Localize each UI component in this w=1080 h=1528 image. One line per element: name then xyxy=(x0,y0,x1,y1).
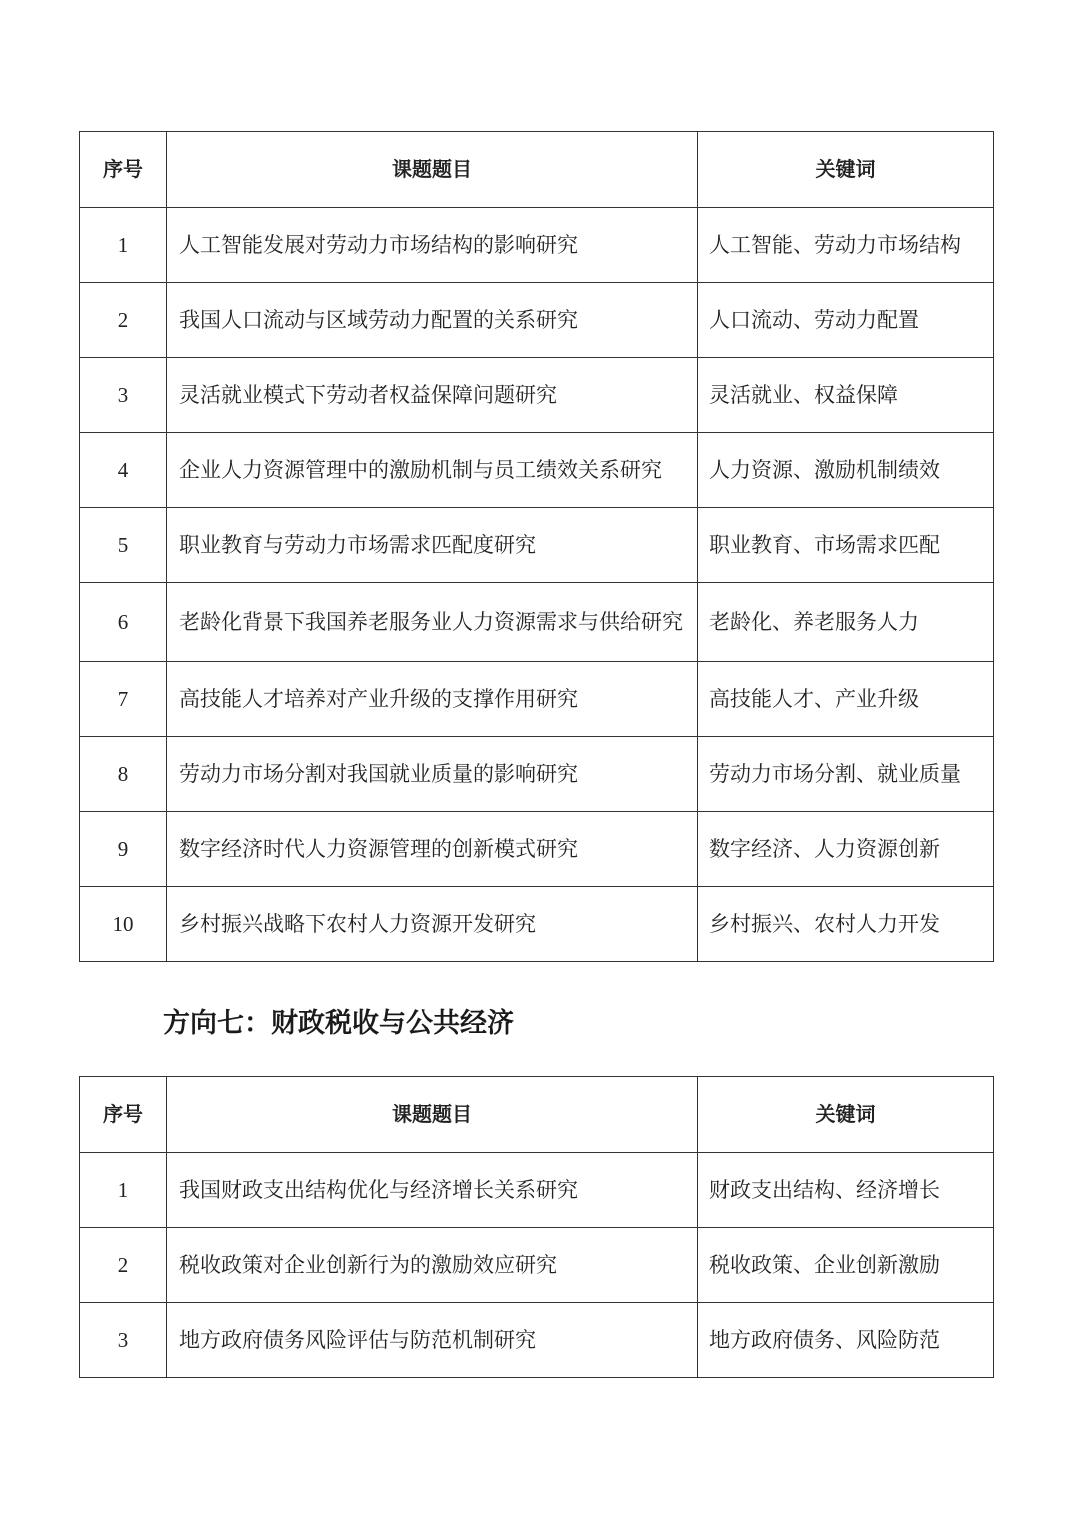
row-topic-title: 我国人口流动与区域劳动力配置的关系研究 xyxy=(167,283,698,358)
header-keywords: 关键词 xyxy=(698,132,994,208)
row-keywords: 人工智能、劳动力市场结构 xyxy=(698,208,994,283)
row-keywords: 职业教育、市场需求匹配 xyxy=(698,508,994,583)
row-topic-title: 老龄化背景下我国养老服务业人力资源需求与供给研究 xyxy=(167,583,698,662)
row-topic-title: 乡村振兴战略下农村人力资源开发研究 xyxy=(167,887,698,962)
row-keywords: 老龄化、养老服务人力 xyxy=(698,583,994,662)
row-number: 3 xyxy=(80,358,167,433)
table-row xyxy=(80,737,994,812)
table-row xyxy=(80,208,994,283)
table-row xyxy=(80,1153,994,1228)
header-number: 序号 xyxy=(80,1077,167,1153)
topic-table-labor xyxy=(79,131,994,962)
header-number: 序号 xyxy=(80,132,167,208)
row-topic-title: 税收政策对企业创新行为的激励效应研究 xyxy=(167,1228,698,1303)
row-topic-title: 数字经济时代人力资源管理的创新模式研究 xyxy=(167,812,698,887)
table-row xyxy=(80,358,994,433)
row-keywords: 数字经济、人力资源创新 xyxy=(698,812,994,887)
table-row xyxy=(80,433,994,508)
row-topic-title: 劳动力市场分割对我国就业质量的影响研究 xyxy=(167,737,698,812)
row-number: 1 xyxy=(80,1153,167,1228)
row-topic-title: 我国财政支出结构优化与经济增长关系研究 xyxy=(167,1153,698,1228)
row-topic-title: 灵活就业模式下劳动者权益保障问题研究 xyxy=(167,358,698,433)
row-keywords: 税收政策、企业创新激励 xyxy=(698,1228,994,1303)
table-row xyxy=(80,1303,994,1378)
row-topic-title: 企业人力资源管理中的激励机制与员工绩效关系研究 xyxy=(167,433,698,508)
row-number: 9 xyxy=(80,812,167,887)
header-topic-title: 课题题目 xyxy=(167,132,698,208)
row-topic-title: 地方政府债务风险评估与防范机制研究 xyxy=(167,1303,698,1378)
row-keywords: 高技能人才、产业升级 xyxy=(698,662,994,737)
row-topic-title: 高技能人才培养对产业升级的支撑作用研究 xyxy=(167,662,698,737)
table-row xyxy=(80,812,994,887)
header-keywords: 关键词 xyxy=(698,1077,994,1153)
row-keywords: 地方政府债务、风险防范 xyxy=(698,1303,994,1378)
table-row xyxy=(80,662,994,737)
row-topic-title: 职业教育与劳动力市场需求匹配度研究 xyxy=(167,508,698,583)
topic-table-fiscal xyxy=(79,1076,994,1378)
row-keywords: 劳动力市场分割、就业质量 xyxy=(698,737,994,812)
row-keywords: 财政支出结构、经济增长 xyxy=(698,1153,994,1228)
row-number: 6 xyxy=(80,583,167,662)
row-number: 10 xyxy=(80,887,167,962)
table-header-row xyxy=(80,132,994,208)
table-row xyxy=(80,283,994,358)
table-row xyxy=(80,887,994,962)
row-number: 4 xyxy=(80,433,167,508)
row-number: 8 xyxy=(80,737,167,812)
table-row xyxy=(80,1228,994,1303)
table-row xyxy=(80,583,994,662)
row-topic-title: 人工智能发展对劳动力市场结构的影响研究 xyxy=(167,208,698,283)
row-number: 3 xyxy=(80,1303,167,1378)
row-keywords: 灵活就业、权益保障 xyxy=(698,358,994,433)
table-row xyxy=(80,508,994,583)
table-header-row xyxy=(80,1077,994,1153)
row-number: 2 xyxy=(80,283,167,358)
row-number: 1 xyxy=(80,208,167,283)
row-number: 7 xyxy=(80,662,167,737)
section-heading-fiscal: 方向七：财政税收与公共经济 xyxy=(163,1008,514,1039)
row-keywords: 人力资源、激励机制绩效 xyxy=(698,433,994,508)
row-number: 5 xyxy=(80,508,167,583)
row-keywords: 人口流动、劳动力配置 xyxy=(698,283,994,358)
row-keywords: 乡村振兴、农村人力开发 xyxy=(698,887,994,962)
header-topic-title: 课题题目 xyxy=(167,1077,698,1153)
row-number: 2 xyxy=(80,1228,167,1303)
